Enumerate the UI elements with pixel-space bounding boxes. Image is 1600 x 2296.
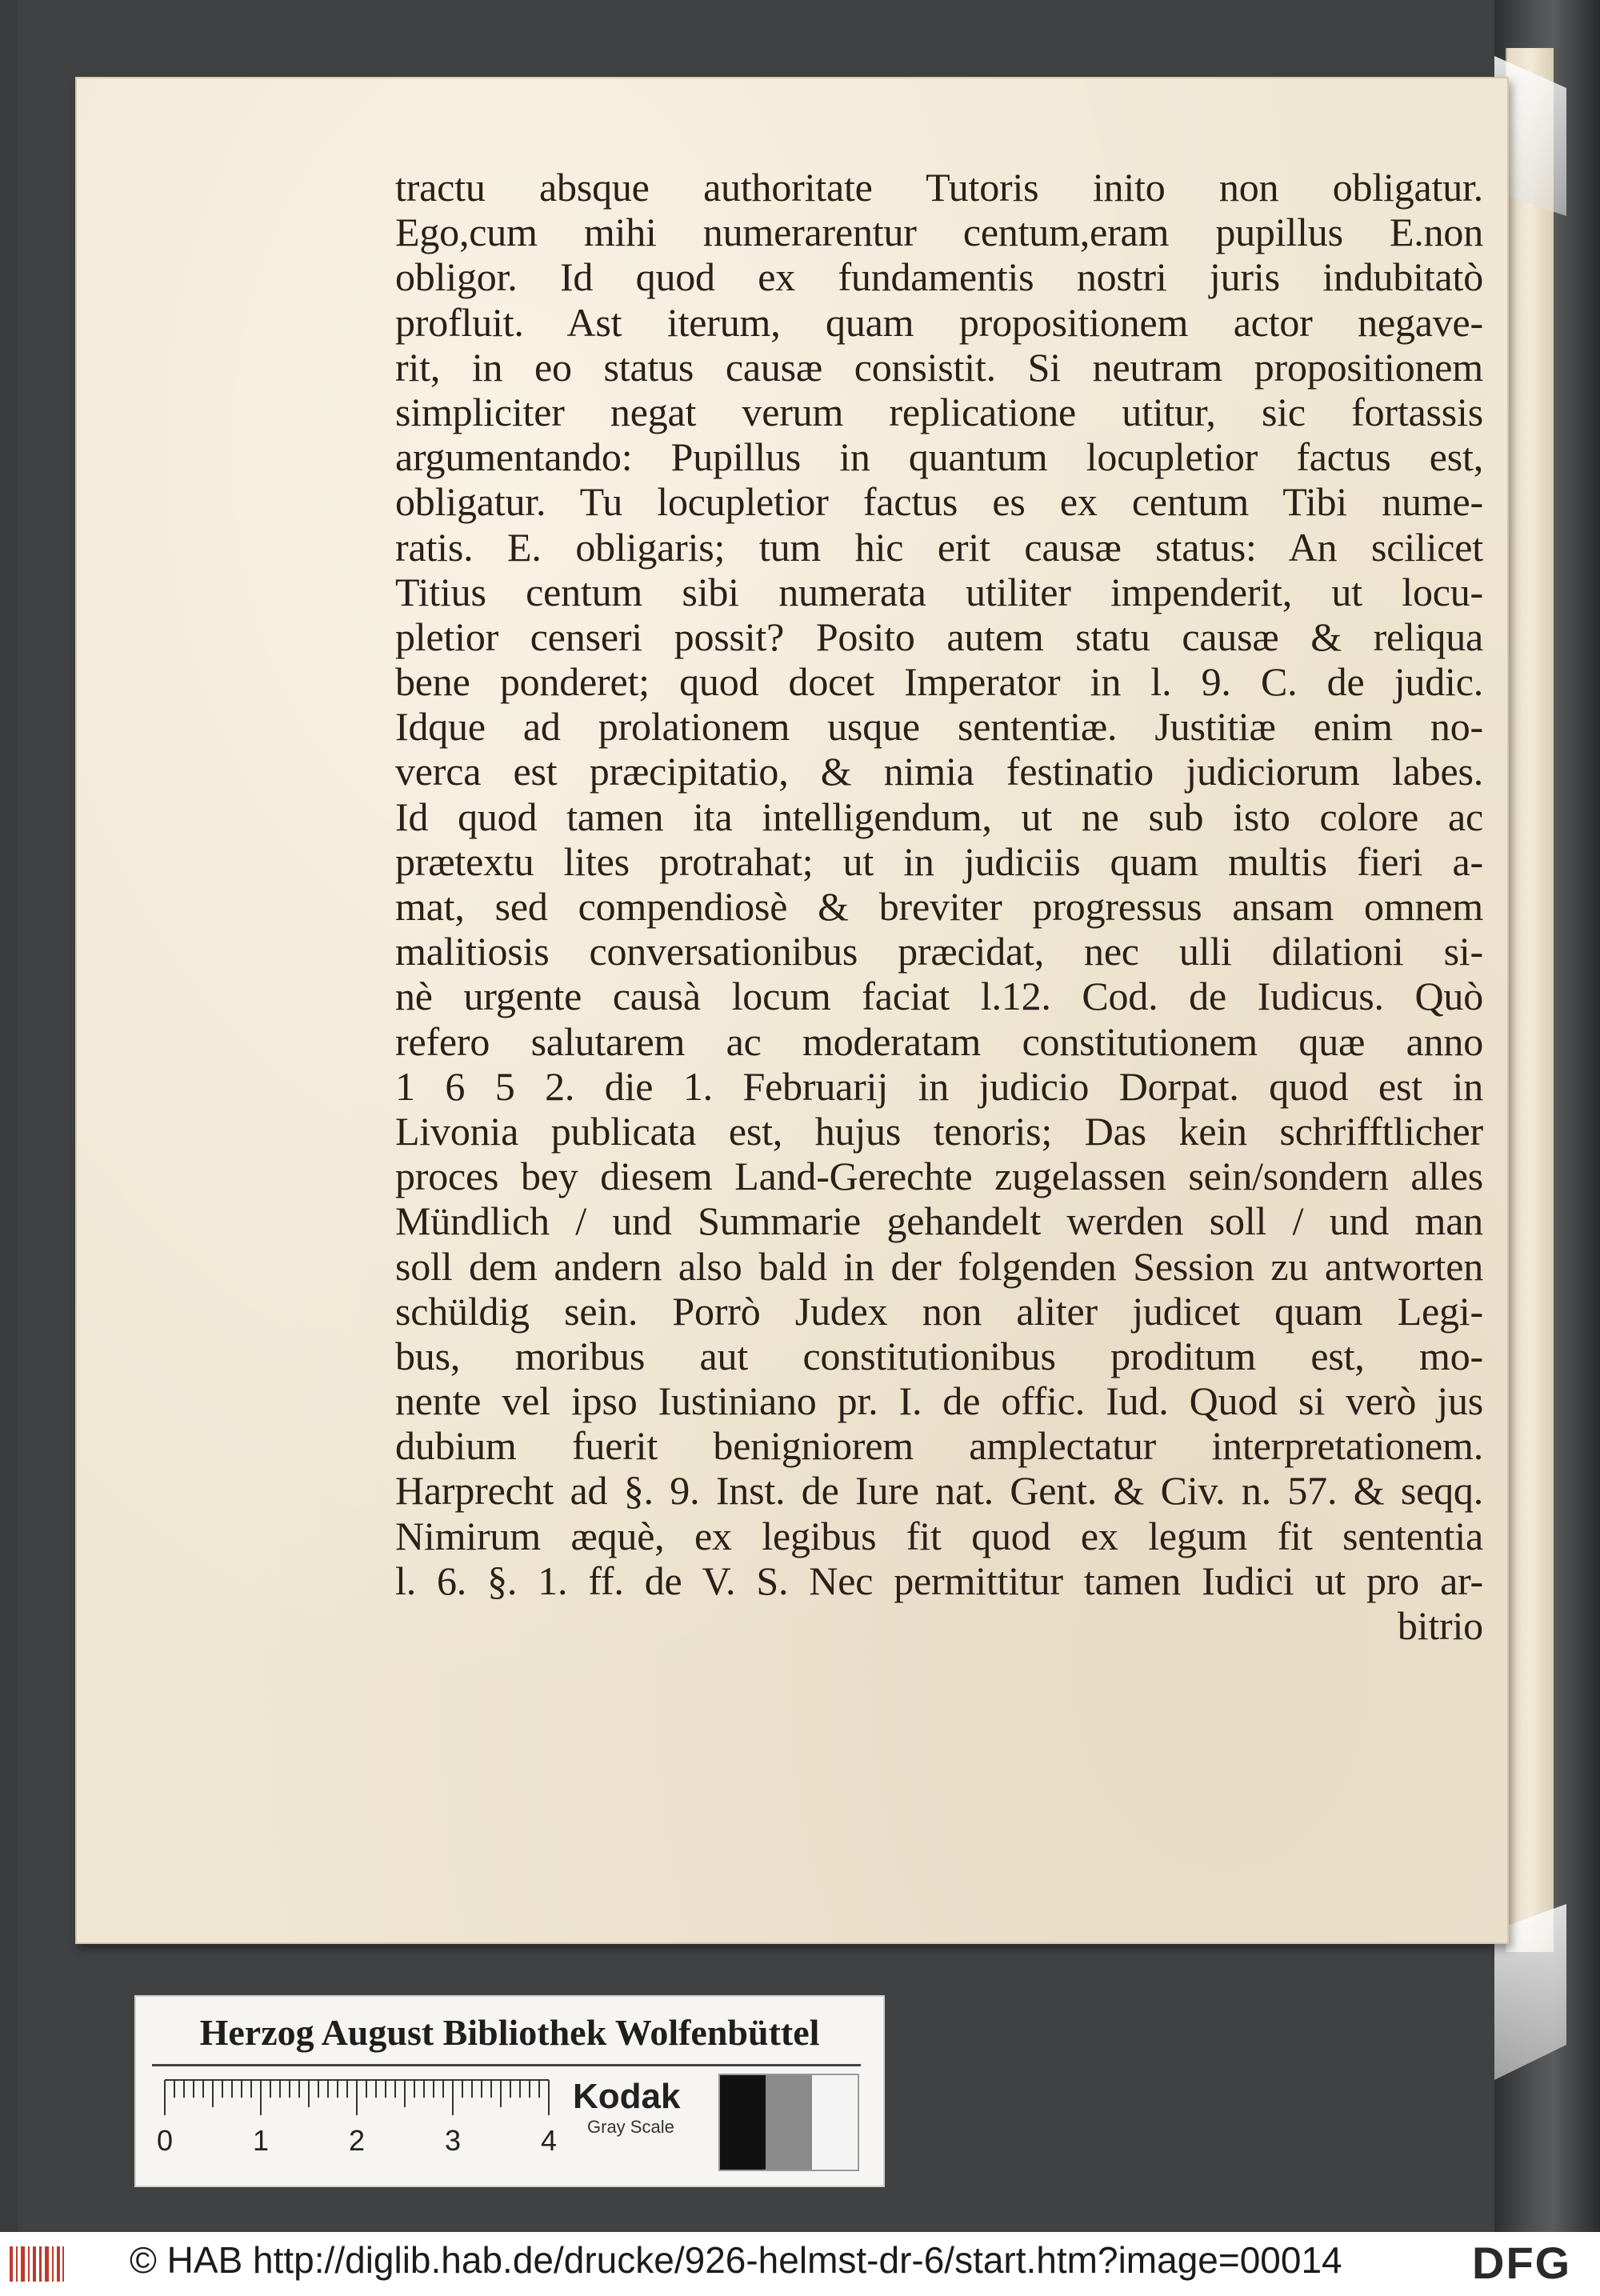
ruler-number: 4: [540, 2124, 558, 2157]
text-line: profluit. Ast iterum, quam propositionem actor negave-: [395, 299, 1483, 345]
dfg-logo: DFG: [1472, 2238, 1572, 2288]
kodak-subtitle: Gray Scale: [587, 2117, 674, 2137]
text-line: 1 6 5 2. die 1. Februarij in judicio Dorpat. quod est in: [395, 1063, 1483, 1109]
text-line: obligatur. Tu locupletior factus es ex centum Tibi nume-: [395, 479, 1483, 525]
footer-bar: [0, 2232, 1600, 2296]
barcode-icon: [8, 2242, 66, 2286]
text-line: dubium fuerit benigniorem amplectatur interpretationem.: [395, 1423, 1483, 1469]
text-line: tractu absque authoritate Tutoris inito non obligatur.: [395, 165, 1483, 210]
text-line: nente vel ipso Iustiniano pr. I. de offic. Iud. Quod si verò jus: [395, 1378, 1483, 1424]
ink-bleed-through: [411, 1717, 891, 1741]
facing-page-edge: [1506, 48, 1554, 1952]
text-line: mat, sed compendiosè & breviter progressus ansam omnem: [395, 884, 1483, 929]
book-page: [75, 77, 1509, 1944]
text-line: Nimirum æquè, ex legibus fit quod ex legum fit sententia: [395, 1513, 1483, 1558]
text-line: proces bey diesem Land-Gerechte zugelassen sein/sondern alles: [395, 1154, 1483, 1199]
text-line: pletior censeri possit? Posito autem statu causæ & reliqua: [395, 614, 1483, 659]
library-name: Herzog August Bibliothek Wolfenbüttel: [199, 2012, 820, 2053]
text-line: Ego,cum mihi numerarentur centum,eram pupillus E.non: [395, 210, 1483, 255]
text-line: schüldig sein. Porrò Judex non aliter judicet quam Legi-: [395, 1288, 1483, 1334]
text-line: Mündlich / und Summarie gehandelt werden soll / und man: [395, 1198, 1483, 1244]
text-line: nè urgente causà locum faciat l.12. Cod. de Iudicus. Quò: [395, 974, 1483, 1019]
text-line: rit, in eo status causæ consistit. Si neutram propositionem: [395, 344, 1483, 390]
ruler-number: 2: [348, 2124, 366, 2157]
card-divider: [152, 2064, 861, 2066]
text-line: argumentando: Pupillus in quantum locupletior factus est,: [395, 434, 1483, 480]
text-line: prætextu lites protrahat; ut in judiciis quam multis fieri a-: [395, 838, 1483, 884]
text-line: soll dem andern also bald in der folgenden Session zu antworten: [395, 1243, 1483, 1289]
ruler-number: 0: [157, 2124, 174, 2157]
footer-citation-link[interactable]: © HAB http://diglib.hab.de/drucke/926-helmst-dr-6/start.htm?image=00014: [130, 2239, 1342, 2281]
color-checker-card: [134, 1995, 885, 2187]
text-line: Idque ad prolationem usque sententiæ. Justitiæ enim no-: [395, 704, 1483, 750]
text-line: Livonia publicata est, hujus tenoris; Das kein schrifftlicher: [395, 1108, 1483, 1154]
text-line: bitrio: [1397, 1603, 1483, 1648]
gray-patch: [766, 2075, 811, 2170]
ruler-number: 1: [252, 2124, 270, 2157]
text-line: malitiosis conversationibus præcidat, nec ulli dilationi si-: [395, 929, 1483, 974]
ruler-number: 3: [444, 2124, 462, 2157]
scan-background-left: [0, 0, 18, 2232]
gray-patch: [720, 2075, 766, 2170]
text-line: Titius centum sibi numerata utiliter impenderit, ut locu-: [395, 569, 1483, 614]
text-line: Harprecht ad §. 9. Inst. de Iure nat. Gent. & Civ. n. 57. & seqq.: [395, 1468, 1483, 1514]
text-line: ratis. E. obligaris; tum hic erit causæ status: An scilicet: [395, 524, 1483, 570]
text-line: verca est præcipitatio, & nimia festinatio judiciorum labes.: [395, 749, 1483, 794]
gray-patch: [812, 2075, 858, 2170]
text-line: simpliciter negat verum replicatione utitur, sic fortassis: [395, 389, 1483, 434]
text-line: bene ponderet; quod docet Imperator in l. 9. C. de judic.: [395, 659, 1483, 705]
text-line: l. 6. §. 1. ff. de V. S. Nec permittitur tamen Iudici ut pro ar-: [395, 1558, 1483, 1603]
text-line: refero salutarem ac moderatam constitutionem quæ anno: [395, 1018, 1483, 1064]
kodak-logo-text: Kodak: [573, 2077, 681, 2116]
page-text: [395, 165, 1483, 1648]
gray-scale-patches: [718, 2074, 859, 2171]
text-line: bus, moribus aut constitutionibus proditum est, mo-: [395, 1333, 1483, 1378]
text-line: Id quod tamen ita intelligendum, ut ne sub isto colore ac: [395, 794, 1483, 839]
text-line: obligor. Id quod ex fundamentis nostri juris indubitatò: [395, 254, 1483, 300]
